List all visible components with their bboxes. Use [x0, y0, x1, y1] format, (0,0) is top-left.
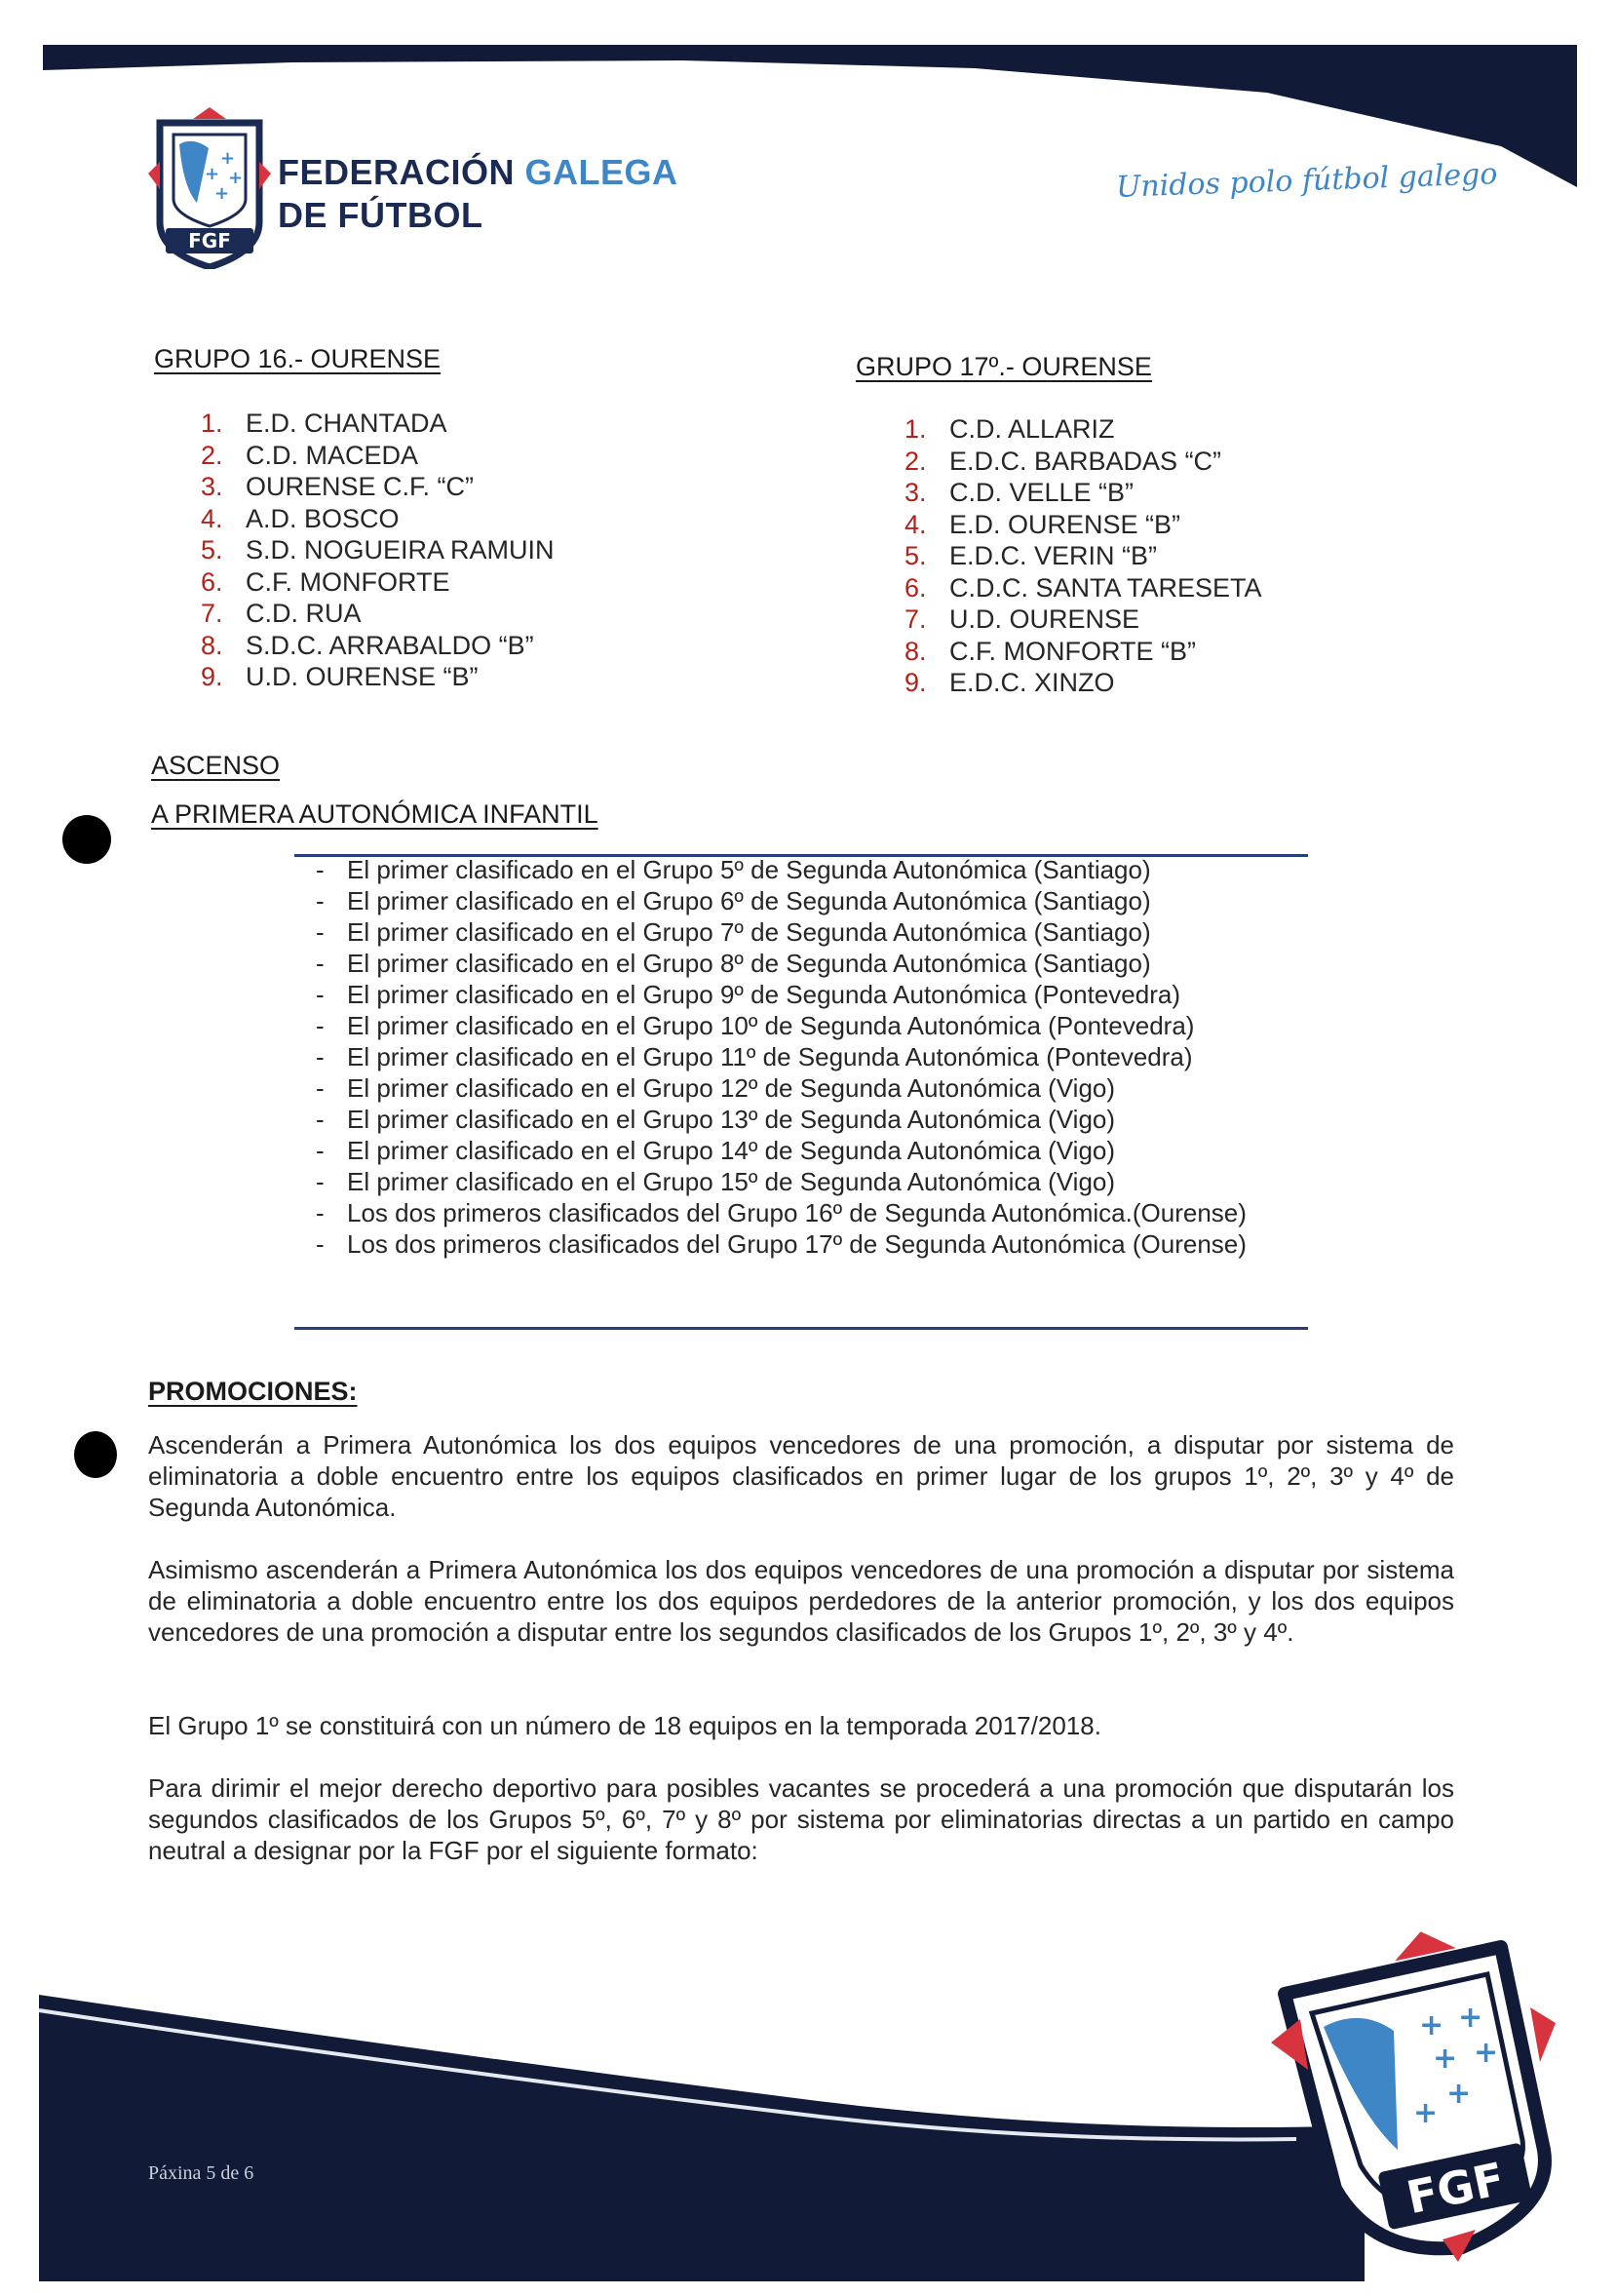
svg-text:+: +	[220, 148, 236, 169]
team-number: 6.	[904, 572, 927, 603]
team-number: 8.	[201, 630, 223, 660]
criteria-item	[306, 1135, 1298, 1166]
criteria-item	[306, 1104, 1298, 1135]
team-list-item	[201, 503, 555, 535]
criteria-item	[306, 1041, 1298, 1072]
team-number: 5.	[201, 535, 223, 564]
criteria-dash: -	[316, 1105, 325, 1134]
criteria-item	[306, 885, 1298, 916]
svg-text:+: +	[205, 164, 220, 184]
criteria-text: El primer clasificado en el Grupo 7º de Segunda Autonómica (Santiago)	[347, 917, 1151, 947]
criteria-item	[306, 948, 1298, 979]
svg-text:+: +	[1446, 2077, 1472, 2111]
criteria-item	[306, 1166, 1298, 1197]
team-list-item	[904, 636, 1262, 668]
criteria-item	[306, 1072, 1298, 1104]
criteria-item	[306, 1010, 1298, 1041]
criteria-dash: -	[316, 949, 325, 978]
criteria-text: El primer clasificado en el Grupo 14º de Segunda Autonómica (Vigo)	[347, 1136, 1116, 1165]
criteria-text: El primer clasificado en el Grupo 5º de Segunda Autonómica (Santiago)	[347, 855, 1151, 884]
team-list-item	[201, 661, 555, 693]
team-name: U.D. OURENSE “B”	[246, 662, 479, 691]
team-name: C.D.C. SANTA TARESETA	[949, 572, 1262, 603]
criteria-dash: -	[316, 886, 325, 915]
team-list-item	[904, 413, 1262, 446]
team-name: E.D. OURENSE “B”	[949, 509, 1181, 539]
team-number: 3.	[201, 472, 223, 501]
org-name-line1	[278, 152, 678, 193]
group16-title: GRUPO 16.- OURENSE	[154, 344, 442, 373]
team-number: 4.	[201, 503, 223, 533]
team-list-item	[201, 630, 555, 662]
team-name: C.D. MACEDA	[246, 440, 419, 470]
fgf-crest-icon	[146, 105, 273, 269]
team-list-item	[904, 477, 1262, 509]
team-number: 4.	[904, 509, 927, 539]
criteria-dash: -	[316, 1042, 325, 1071]
criteria-dash: -	[316, 1167, 325, 1196]
team-list-item	[904, 446, 1262, 478]
federation-logo	[146, 105, 678, 271]
team-list-item	[201, 440, 555, 472]
team-number: 5.	[904, 541, 927, 570]
criteria-bottom-rule	[294, 1327, 1308, 1330]
criteria-dash: -	[316, 1011, 325, 1040]
team-number: 1.	[904, 414, 927, 444]
team-name: S.D.C. ARRABALDO “B”	[246, 630, 534, 660]
team-number: 7.	[904, 604, 927, 634]
criteria-item	[306, 854, 1298, 885]
team-number: 9.	[201, 662, 223, 691]
criteria-text: El primer clasificado en el Grupo 15º de Segunda Autonómica (Vigo)	[347, 1167, 1116, 1196]
promociones-title: PROMOCIONES:	[148, 1377, 358, 1406]
criteria-text: El primer clasificado en el Grupo 10º de Segunda Autonómica (Pontevedra)	[347, 1011, 1195, 1040]
criteria-dash: -	[316, 917, 325, 947]
criteria-dash: -	[316, 980, 325, 1009]
criteria-text: El primer clasificado en el Grupo 8º de Segunda Autonómica (Santiago)	[347, 949, 1151, 978]
team-name: C.F. MONFORTE “B”	[949, 636, 1196, 666]
svg-text:+: +	[1458, 2001, 1483, 2035]
team-number: 3.	[904, 478, 927, 507]
criteria-item	[306, 916, 1298, 948]
team-name: E.D. CHANTADA	[246, 409, 447, 438]
team-name: E.D.C. VERIN “B”	[949, 541, 1158, 570]
team-name: C.D. ALLARIZ	[949, 414, 1115, 444]
org-name-part2: GALEGA	[524, 152, 678, 192]
criteria-dash: -	[316, 1136, 325, 1165]
team-number: 7.	[201, 599, 223, 628]
criteria-item	[306, 1197, 1298, 1228]
criteria-text: El primer clasificado en el Grupo 12º de Segunda Autonómica (Vigo)	[347, 1073, 1116, 1103]
ascenso-criteria-box	[294, 854, 1308, 1330]
team-name: A.D. BOSCO	[246, 503, 400, 533]
criteria-text: El primer clasificado en el Grupo 9º de Segunda Autonómica (Pontevedra)	[347, 980, 1180, 1009]
page-number: Páxina 5 de 6	[148, 2162, 254, 2184]
team-list-item	[201, 471, 555, 503]
team-name: S.D. NOGUEIRA RAMUIN	[246, 535, 555, 564]
team-list-item	[904, 540, 1262, 572]
group17-team-list	[904, 413, 1262, 699]
team-list-item	[904, 509, 1262, 541]
team-number: 2.	[904, 446, 927, 476]
team-name: C.F. MONFORTE	[246, 566, 450, 597]
criteria-dash: -	[316, 1198, 325, 1227]
criteria-text: Los dos primeros clasificados del Grupo 17º de Segunda Autonómica (Ourense)	[347, 1229, 1247, 1259]
team-number: 1.	[201, 409, 223, 438]
promo-paragraph-3: El Grupo 1º se constituirá con un número de 18 equipos en la temporada 2017/2018.	[148, 1711, 1101, 1740]
criteria-dash: -	[316, 1073, 325, 1103]
criteria-dash: -	[316, 1229, 325, 1259]
team-list-item	[201, 566, 555, 599]
team-list-item	[201, 598, 555, 630]
svg-text:+: +	[1474, 2036, 1499, 2070]
team-number: 6.	[201, 566, 223, 597]
org-name-part1: FEDERACIÓN	[278, 152, 516, 192]
fgf-corner-crest-icon	[1267, 1926, 1559, 2262]
criteria-item	[306, 979, 1298, 1010]
team-name: C.D. RUA	[246, 599, 362, 628]
corner-badge-text: FGF	[1402, 2152, 1510, 2225]
ascenso-subtitle: A PRIMERA AUTONÓMICA INFANTIL	[151, 799, 598, 829]
crest-badge-text: FGF	[188, 229, 231, 253]
team-name: U.D. OURENSE	[949, 604, 1140, 634]
team-number: 9.	[904, 668, 927, 697]
punch-hole-mark-2	[74, 1431, 117, 1478]
svg-text:+: +	[1413, 2096, 1439, 2130]
team-list-item	[201, 534, 555, 566]
group17-title: GRUPO 17º.- OURENSE	[856, 352, 1152, 381]
ascenso-criteria-list	[306, 854, 1298, 1260]
criteria-text: El primer clasificado en el Grupo 13º de Segunda Autonómica (Vigo)	[347, 1105, 1116, 1134]
team-name: E.D.C. BARBADAS “C”	[949, 446, 1222, 476]
slogan: Unidos polo fútbol galego	[1115, 157, 1498, 205]
org-name-line2: DE FÚTBOL	[278, 195, 483, 235]
criteria-text: Los dos primeros clasificados del Grupo 16º de Segunda Autonómica.(Ourense)	[347, 1198, 1247, 1227]
group16-team-list	[201, 408, 555, 693]
ascenso-title: ASCENSO	[151, 751, 281, 780]
promo-paragraph-1: Ascenderán a Primera Autonómica los dos equipos vencedores de una promoción, a disputar por sistema de eliminatoria a doble encuentro entre los equipos clasificados en primer lugar de los grupos 1º, 2º, 3º y 4º de Segunda Autonómica.	[148, 1430, 1454, 1522]
criteria-dash: -	[316, 855, 325, 884]
team-number: 2.	[201, 440, 223, 470]
team-name: C.D. VELLE “B”	[949, 478, 1135, 507]
criteria-text: El primer clasificado en el Grupo 6º de Segunda Autonómica (Santiago)	[347, 886, 1151, 915]
promo-paragraph-4: Para dirimir el mejor derecho deportivo para posibles vacantes se procederá a una promoción que disputarán los segundos clasificados de los Grupos 5º, 6º, 7º y 8º por sistema por eliminatorias directas a un partido en campo neutral a designar por la FGF por el siguiente formato:	[148, 1773, 1454, 1865]
team-list-item	[904, 667, 1262, 699]
svg-text:+: +	[1419, 2008, 1444, 2043]
svg-text:+: +	[1433, 2042, 1458, 2076]
team-number: 8.	[904, 636, 927, 666]
team-list-item	[904, 572, 1262, 604]
team-list-item	[904, 603, 1262, 636]
promo-paragraph-2: Asimismo ascenderán a Primera Autonómica los dos equipos vencedores de una promoción a disputar por sistema de eliminatoria a doble encuentro entre los dos equipos perdedores de la anterior promoción, y los dos equipos vencedores de una promoción a disputar entre los segundos clasificados de los Grupos 1º, 2º, 3º y 4º.	[148, 1555, 1454, 1647]
team-list-item	[201, 408, 555, 440]
team-name: OURENSE C.F. “C”	[246, 472, 475, 501]
punch-hole-mark	[62, 815, 111, 864]
criteria-item	[306, 1228, 1298, 1260]
svg-text:+: +	[214, 183, 230, 204]
criteria-text: El primer clasificado en el Grupo 11º de Segunda Autonómica (Pontevedra)	[347, 1042, 1193, 1071]
svg-text:+: +	[228, 168, 244, 188]
team-name: E.D.C. XINZO	[949, 668, 1115, 697]
